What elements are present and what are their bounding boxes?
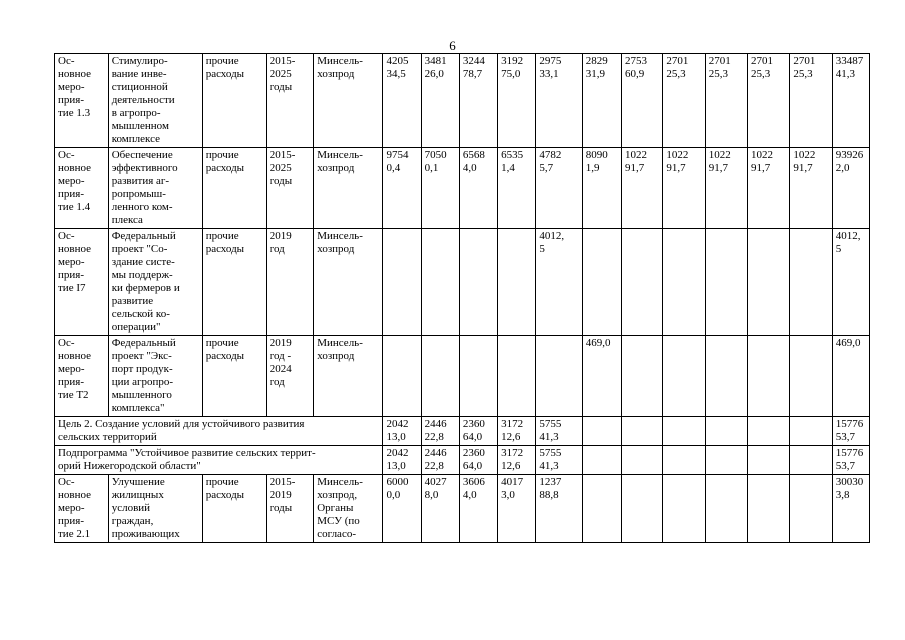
summary-row — [55, 417, 870, 446]
value-cell — [383, 229, 421, 336]
expense-type-cell: прочие расходы — [202, 54, 266, 148]
value-cell: 469,0 — [582, 336, 621, 417]
expense-type-cell: прочие расходы — [202, 336, 266, 417]
value-cell — [421, 336, 459, 417]
value-cell: 3481 26,0 — [421, 54, 459, 148]
table-row — [55, 336, 870, 417]
expense-type-cell: прочие расходы — [202, 475, 266, 543]
value-cell — [459, 229, 497, 336]
measure-name-cell: Улучшение жилищных условий граждан, проживающих — [108, 475, 202, 543]
value-cell: 6000 0,0 — [383, 475, 421, 543]
table-body — [55, 54, 870, 543]
value-cell: 2701 25,3 — [790, 54, 832, 148]
value-cell — [622, 229, 663, 336]
value-cell: 7050 0,1 — [421, 148, 459, 229]
value-cell — [663, 229, 705, 336]
value-cell — [705, 336, 747, 417]
value-cell: 2753 60,9 — [622, 54, 663, 148]
measure-code-cell: Ос- новное меро- прия- тие 1.4 — [55, 148, 109, 229]
executor-cell: Минсель- хозпрод — [314, 148, 383, 229]
value-cell: 2701 25,3 — [705, 54, 747, 148]
measure-code-cell: Ос- новное меро- прия- тие I7 — [55, 229, 109, 336]
value-cell: 2975 33,1 — [536, 54, 582, 148]
total-value-cell: 469,0 — [832, 336, 869, 417]
value-cell: 3172 12,6 — [498, 446, 536, 475]
value-cell: 1022 91,7 — [790, 148, 832, 229]
value-cell: 3172 12,6 — [498, 417, 536, 446]
value-cell: 3244 78,7 — [459, 54, 497, 148]
value-cell: 3192 75,0 — [498, 54, 536, 148]
measure-name-cell: Федеральный проект "Экс- порт продук- ции агропро- мышленного комплекса" — [108, 336, 202, 417]
value-cell — [582, 229, 621, 336]
budget-table — [54, 53, 870, 543]
period-cell: 2015- 2025 годы — [266, 148, 314, 229]
value-cell — [790, 229, 832, 336]
period-cell: 2015- 2025 годы — [266, 54, 314, 148]
value-cell: 2701 25,3 — [663, 54, 705, 148]
value-cell: 2360 64,0 — [459, 417, 497, 446]
measure-name-cell: Стимулиро- вание инве- стиционной деятельности в агропро- мышленном комплексе — [108, 54, 202, 148]
value-cell: 4012, 5 — [536, 229, 582, 336]
summary-label-cell: Подпрограмма "Устойчивое развитие сельских террит- орий Нижегородской области" — [55, 446, 383, 475]
total-value-cell: 30030 3,8 — [832, 475, 869, 543]
value-cell — [705, 475, 747, 543]
measure-name-cell: Федеральный проект "Со- здание систе- мы поддерж- ки фермеров и развитие сельской ко- операции" — [108, 229, 202, 336]
value-cell — [790, 417, 832, 446]
value-cell — [790, 336, 832, 417]
value-cell: 8090 1,9 — [582, 148, 621, 229]
table-row — [55, 54, 870, 148]
value-cell: 4205 34,5 — [383, 54, 421, 148]
value-cell — [622, 417, 663, 446]
value-cell: 1237 88,8 — [536, 475, 582, 543]
value-cell — [498, 336, 536, 417]
total-value-cell: 4012, 5 — [832, 229, 869, 336]
total-value-cell: 15776 53,7 — [832, 446, 869, 475]
value-cell — [536, 336, 582, 417]
value-cell: 2042 13,0 — [383, 417, 421, 446]
value-cell: 3606 4,0 — [459, 475, 497, 543]
executor-cell: Минсель- хозпрод — [314, 336, 383, 417]
value-cell: 1022 91,7 — [663, 148, 705, 229]
total-value-cell: 33487 41,3 — [832, 54, 869, 148]
value-cell: 5755 41,3 — [536, 446, 582, 475]
value-cell — [748, 446, 790, 475]
value-cell: 4017 3,0 — [498, 475, 536, 543]
measure-name-cell: Обеспечение эффективного развития аг- ропромыш- ленного ком- плекса — [108, 148, 202, 229]
value-cell: 9754 0,4 — [383, 148, 421, 229]
value-cell — [790, 446, 832, 475]
value-cell — [790, 475, 832, 543]
total-value-cell: 93926 2,0 — [832, 148, 869, 229]
value-cell — [705, 229, 747, 336]
value-cell: 6568 4,0 — [459, 148, 497, 229]
measure-code-cell: Ос- новное меро- прия- тие 1.3 — [55, 54, 109, 148]
value-cell: 1022 91,7 — [705, 148, 747, 229]
value-cell: 2446 22,8 — [421, 417, 459, 446]
total-value-cell: 15776 53,7 — [832, 417, 869, 446]
table-row — [55, 229, 870, 336]
summary-row — [55, 446, 870, 475]
value-cell — [748, 229, 790, 336]
period-cell: 2015- 2019 годы — [266, 475, 314, 543]
executor-cell: Минсель- хозпрод — [314, 54, 383, 148]
value-cell: 4782 5,7 — [536, 148, 582, 229]
value-cell — [582, 446, 621, 475]
value-cell — [705, 417, 747, 446]
value-cell: 4027 8,0 — [421, 475, 459, 543]
value-cell: 5755 41,3 — [536, 417, 582, 446]
value-cell: 2360 64,0 — [459, 446, 497, 475]
expense-type-cell: прочие расходы — [202, 229, 266, 336]
value-cell: 2042 13,0 — [383, 446, 421, 475]
table-row — [55, 475, 870, 543]
value-cell — [622, 475, 663, 543]
value-cell: 6535 1,4 — [498, 148, 536, 229]
expense-type-cell: прочие расходы — [202, 148, 266, 229]
value-cell — [383, 336, 421, 417]
page-number: 6 — [449, 38, 456, 53]
value-cell — [748, 475, 790, 543]
value-cell — [663, 475, 705, 543]
value-cell — [663, 336, 705, 417]
value-cell — [663, 417, 705, 446]
value-cell — [582, 475, 621, 543]
value-cell — [748, 336, 790, 417]
value-cell: 2701 25,3 — [748, 54, 790, 148]
executor-cell: Минсель- хозпрод, Органы МСУ (по согласо- — [314, 475, 383, 543]
table-row — [55, 148, 870, 229]
measure-code-cell: Ос- новное меро- прия- тие T2 — [55, 336, 109, 417]
value-cell: 2446 22,8 — [421, 446, 459, 475]
value-cell — [622, 336, 663, 417]
value-cell — [663, 446, 705, 475]
value-cell — [421, 229, 459, 336]
value-cell — [705, 446, 747, 475]
value-cell — [582, 417, 621, 446]
value-cell — [498, 229, 536, 336]
value-cell: 1022 91,7 — [748, 148, 790, 229]
period-cell: 2019 год — [266, 229, 314, 336]
value-cell — [459, 336, 497, 417]
value-cell — [622, 446, 663, 475]
summary-label-cell: Цель 2. Создание условий для устойчивого развития сельских территорий — [55, 417, 383, 446]
value-cell: 2829 31,9 — [582, 54, 621, 148]
value-cell — [748, 417, 790, 446]
period-cell: 2019 год - 2024 год — [266, 336, 314, 417]
measure-code-cell: Ос- новное меро- прия- тие 2.1 — [55, 475, 109, 543]
value-cell: 1022 91,7 — [622, 148, 663, 229]
executor-cell: Минсель- хозпрод — [314, 229, 383, 336]
